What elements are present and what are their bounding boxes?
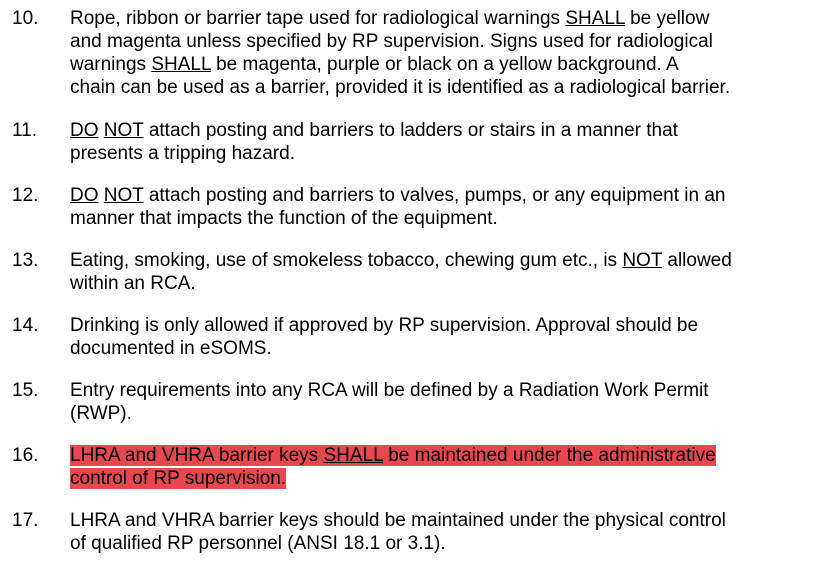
item-number: 11. — [12, 120, 38, 141]
text-line — [70, 7, 822, 30]
text-line — [70, 379, 822, 402]
text-run: presents a tripping hazard. — [70, 143, 295, 164]
text-line — [70, 402, 822, 425]
underlined-text: NOT — [103, 120, 144, 141]
line-text — [70, 77, 730, 98]
text-run: allowed — [662, 250, 732, 271]
item-text — [70, 509, 822, 555]
text-line — [70, 207, 822, 230]
underlined-text: DO — [70, 120, 99, 141]
line-text — [70, 31, 713, 52]
text-run: control of RP supervision. — [70, 468, 287, 489]
text-run: attach posting and barriers to ladders or stairs in a manner that — [143, 120, 678, 141]
text-line — [70, 184, 822, 207]
text-line — [70, 337, 822, 360]
text-run: attach posting and barriers to valves, pumps, or any equipment in an — [143, 185, 726, 206]
line-text — [70, 533, 446, 554]
text-line — [70, 314, 822, 337]
line-text — [70, 120, 678, 141]
text-line — [70, 53, 822, 76]
line-text — [70, 208, 498, 229]
text-run: and magenta unless specified by RP supervision. Signs used for radiological — [70, 31, 713, 52]
item-text — [70, 184, 822, 230]
text-line — [70, 119, 822, 142]
underlined-text: SHALL — [151, 54, 211, 75]
text-run: Eating, smoking, use of smokeless tobacco, chewing gum etc., is — [70, 250, 623, 271]
text-run: be yellow — [624, 8, 710, 29]
text-run: chain can be used as a barrier, provided it is identified as a radiological barrier. — [70, 77, 731, 98]
text-line — [70, 532, 822, 555]
item-text — [70, 379, 822, 425]
item-text — [70, 119, 822, 165]
item-number: 12. — [12, 185, 39, 206]
text-line — [70, 76, 822, 99]
item-text — [70, 249, 822, 295]
text-run: LHRA and VHRA barrier keys should be maintained under the physical control — [70, 510, 726, 531]
line-text — [70, 315, 698, 336]
item-number: 13. — [12, 250, 39, 271]
text-line — [70, 509, 822, 532]
text-run: (RWP). — [70, 403, 132, 424]
text-line — [70, 30, 822, 53]
text-run: warnings — [70, 54, 152, 75]
text-run: documented in eSOMS. — [70, 338, 272, 359]
text-run: be magenta, purple or black on a yellow background. A — [210, 54, 679, 75]
line-text — [70, 338, 272, 359]
text-run: be maintained under the administrative — [382, 445, 716, 466]
item-number: 15. — [12, 380, 39, 401]
text-line — [70, 272, 822, 295]
text-run: Rope, ribbon or barrier tape used for radiological warnings — [70, 8, 566, 29]
item-text — [70, 444, 822, 490]
text-run: of qualified RP personnel (ANSI 18.1 or 3.1). — [70, 533, 446, 554]
text-run: Entry requirements into any RCA will be defined by a Radiation Work Permit — [70, 380, 709, 401]
text-line — [70, 249, 822, 272]
line-text — [70, 273, 196, 294]
line-text — [70, 250, 732, 271]
line-text — [70, 403, 132, 424]
underlined-text: NOT — [103, 185, 144, 206]
item-text — [70, 7, 822, 99]
text-run: LHRA and VHRA barrier keys — [70, 445, 324, 466]
line-text — [70, 380, 709, 401]
underlined-text: SHALL — [565, 8, 625, 29]
line-text — [70, 8, 709, 29]
text-line — [70, 142, 822, 165]
underlined-text: DO — [70, 185, 99, 206]
item-number: 17. — [12, 510, 39, 531]
text-line — [70, 467, 822, 490]
line-text — [70, 143, 295, 164]
item-number: 16. — [12, 445, 39, 466]
text-run: Drinking is only allowed if approved by RP supervision. Approval should be — [70, 315, 699, 336]
underlined-text: NOT — [622, 250, 663, 271]
item-number: 10. — [12, 8, 39, 29]
line-text — [70, 510, 726, 531]
underlined-text: SHALL — [323, 445, 383, 466]
text-run: manner that impacts the function of the equipment. — [70, 208, 498, 229]
text-run: within an RCA. — [70, 273, 196, 294]
text-line — [70, 444, 822, 467]
highlighted-text — [70, 468, 286, 489]
item-number: 14. — [12, 315, 39, 336]
line-text — [70, 54, 679, 75]
line-text — [70, 185, 726, 206]
highlighted-text — [70, 445, 716, 466]
item-text — [70, 314, 822, 360]
